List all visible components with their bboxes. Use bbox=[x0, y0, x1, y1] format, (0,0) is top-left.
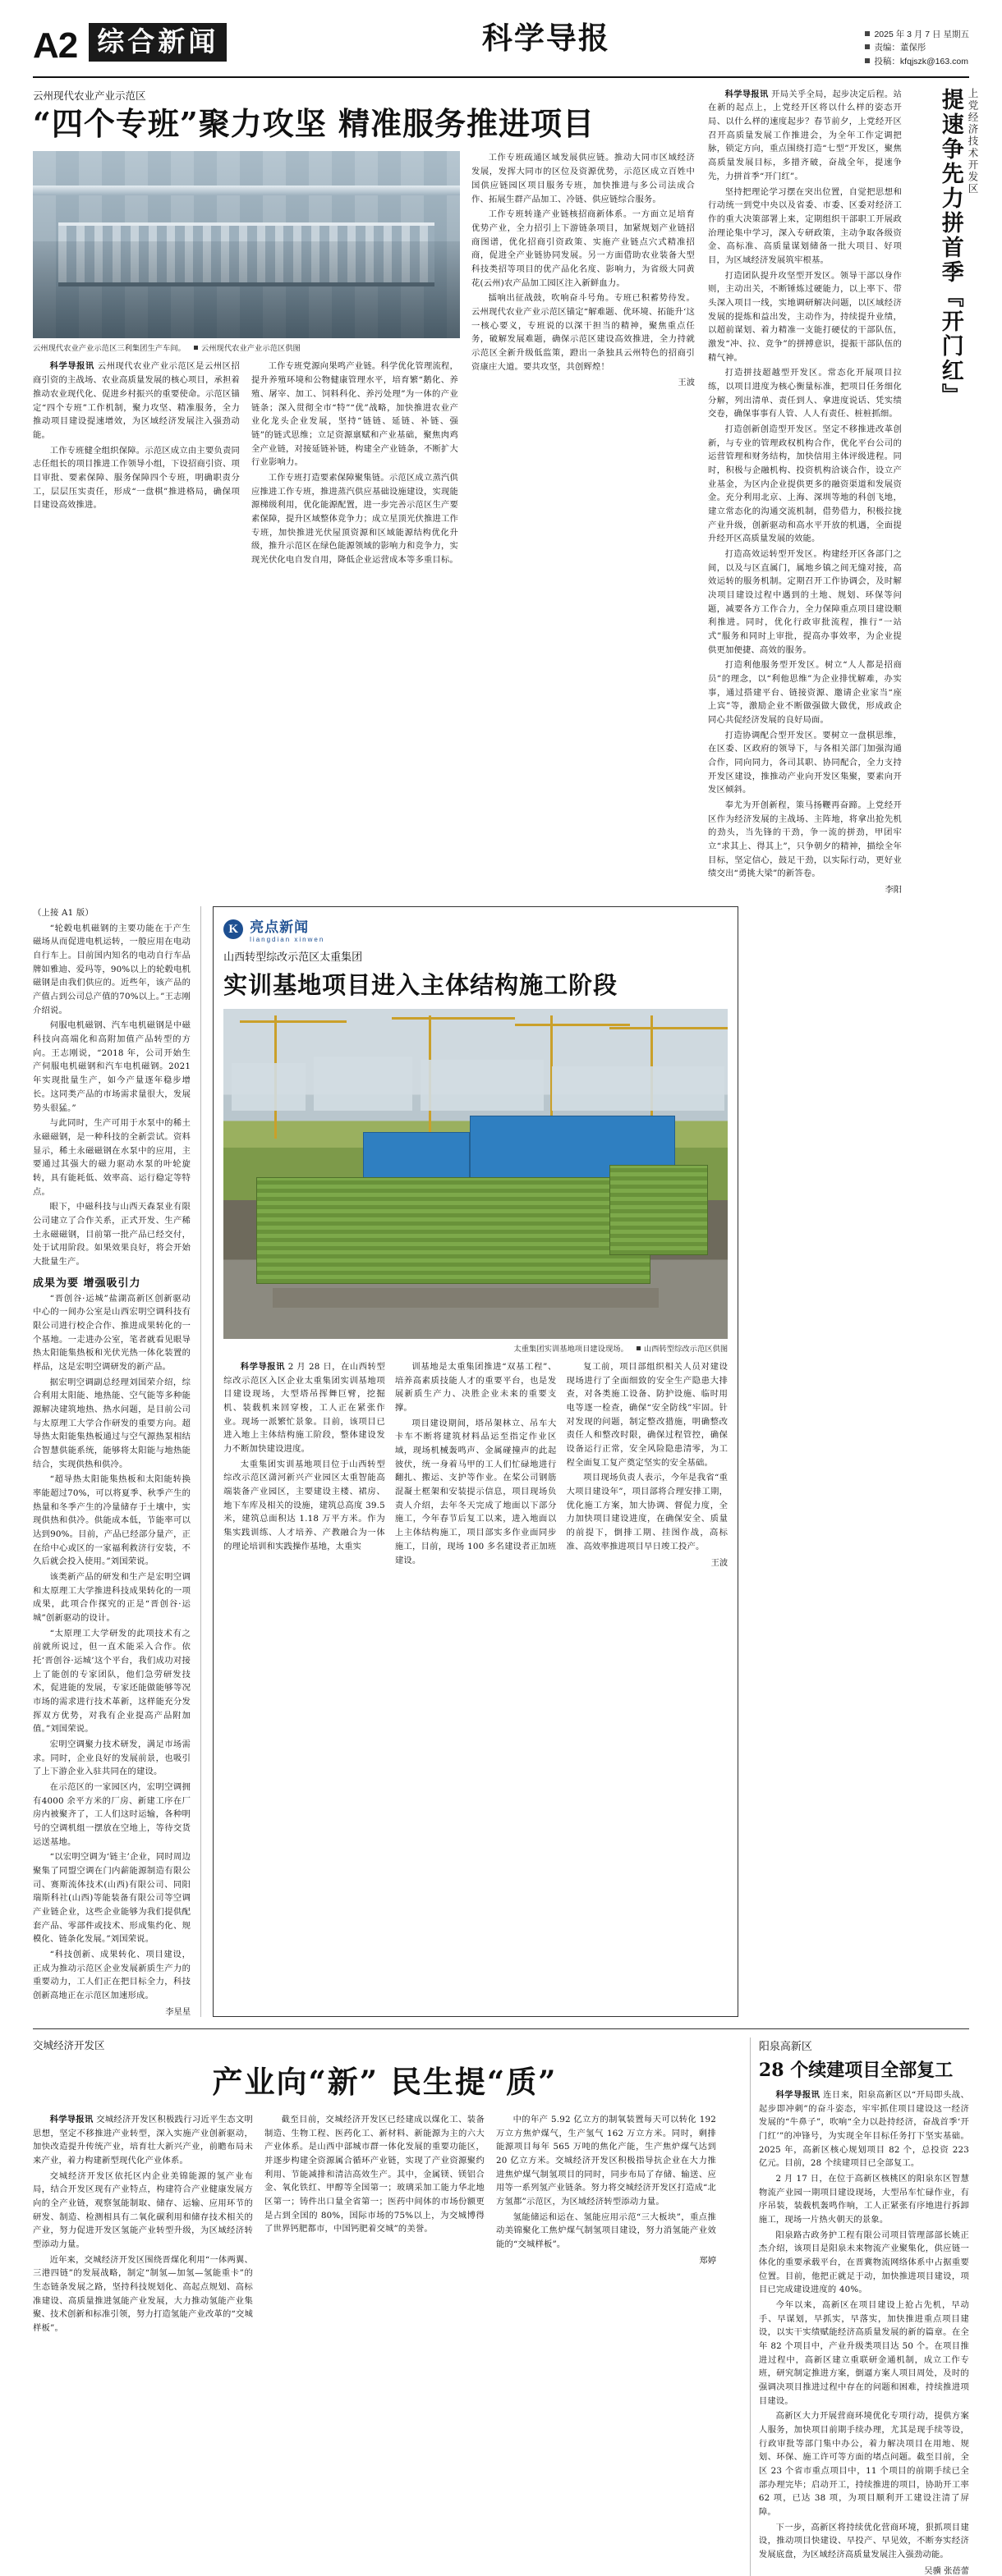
paragraph: 打造团队提升攻坚型开发区。领导干部以身作则，主动出关，不断锤炼过硬能力，以上率下、带头深入项目一线，实地调研解决问题，以区域经济发展的提炼和益出发，主动作为，持续提升业绩，以超前谋划、着力精准一支能打硬仗的干部队伍，激发“冲、拉、竞争”的拼搏意识，提振干部队伍的精气神。 bbox=[708, 270, 902, 363]
paragraph: 坚持把理论学习摆在突出位置，自觉把思想和行动统一到党中央以及省委、市委、区委对经济工作的重大决策部署上来，定期组织干部职工开展政治理论集中学习，深入专研政策，主动争取各级资金、高标准、高质量谋划储备一批大项目、好项目，为区域经济发展筑牢根基。 bbox=[708, 186, 902, 265]
lead-tag: 科学导报讯 bbox=[724, 89, 769, 99]
highlight-badge-label bbox=[250, 915, 324, 936]
paragraph bbox=[759, 2088, 969, 2170]
highlight-overline: 山西转型综改示范区太重集团 bbox=[223, 951, 363, 965]
top-story-photo-caption bbox=[33, 341, 460, 353]
paragraph: 伺服电机磁钢、汽车电机磁钢是中磁科技向高端化和高附加值产品转型的方向。王志刚说，“2018 年，公司开始生产伺服电机磁钢和汽车电机磁钢。2021 年实现批量生产，如今产量逐年稳步增长。这同类产品的市场需求量很大，发展势头很猛。” bbox=[33, 1020, 191, 1113]
highlight-photo-caption bbox=[223, 1342, 728, 1354]
byline: 李星星 bbox=[165, 2006, 191, 2017]
byline: 郑婷 bbox=[699, 2255, 716, 2266]
paragraph bbox=[33, 360, 240, 442]
masthead-meta bbox=[865, 28, 969, 68]
paragraph: 今年以来，高新区在项目建设上抢占先机，早动手、早谋划，早抓实，早落实，加快推进重点项目建设，以实干实绩赋能经济高质量发展的新的篇章。在全年 82 个项目中，产业升级类项目达 50 个。在项目推进过程中，高新区建立重联研金通机制，成立工作专班，研究制定推进方案，倒逼方案人项目周处，及时的强调决项目推进过程中存在的问题和困难，持续推进项目建设。 bbox=[758, 2299, 969, 2406]
paragraph-text: 云州现代农业产业示范区是云州区招商引资的主战场、农业高质量发展的核心项目，承担着推动农业现代化、促进乡村振兴的重要使命。示范区锚定“四个专班”工作机制，聚力攻坚、精准服务，全力推动项目建设提速增效，为区域经济发展注入强劲动能。 bbox=[33, 361, 241, 440]
bottom-col-3 bbox=[496, 2113, 716, 2337]
paragraph: 中的年产 5.92 亿立方的制氧装置每天可以转化 192 万立方焦炉煤气，生产氢气 162 万立方米。同时，剩排能源项目每年 565 万吨的焦化产能，生产焦炉煤气达到 20 亿立方米。交城经济开发区积极指导抗企业在大力推进焦炉煤气制氢项目的同时，同步布局了存储、输送、应用等一系列氢产业链条。努力将交城经济开发区打造成“北方氢都”示范区，为区域经济转型添动力量。 bbox=[496, 2114, 716, 2207]
paragraph: 工作专班转逢产业链核招商新体系。一方面立足培育优势产业，全力招引上下游链条项目，加紧规划产业链招商图谱，优化招商引资政策、实施产业链点穴式精准招商，促进全产业链协同发展。另一方面借助农业装备大型科技类招等项目的优产品化名度、影响力，为省级大同黄花(云州)农产品加工园区注入新鲜血力。 bbox=[471, 209, 695, 288]
paragraph: 阳泉路古政务护工程有限公司项目管理部部长姚正杰介绍，该项目是阳泉未来物流产业聚集化，供应链一体化的重要承载平台，在晋冀物流网络体系中占据重要位置。目前，他把正就足于动，加快推进项目建设，项目已完成建设进度的 40%。 bbox=[758, 2230, 969, 2295]
highlight-badge-cn: 亮点新闻 bbox=[250, 919, 310, 937]
paragraph bbox=[223, 1360, 385, 1456]
bottom-side-headline: 28 个续建项目全部复工 bbox=[758, 2059, 954, 2081]
paper-title: 科学导报 bbox=[481, 20, 610, 56]
lead-tag: 科学导报讯 bbox=[775, 2089, 820, 2100]
paragraph: 项目建设期间，塔吊架林立、吊车大卡车不断将建筑材料品运至指定作业区域，现场机械轰鸣声、金属碰撞声的此起彼伏，统一身着马甲的工人们忙碌地进行翻扎、搬运、支护等作业。在桨公司钢筋混凝土框架和安装提示信息，项目现场负责人介绍，去年冬天完成了地面以下部分施工，今年春节后复工以来，进入地面以上主体结构施工，项目部实多作业面同步施工，目前，现场 100 多名建设者正加班建设。 bbox=[394, 1418, 557, 1565]
paragraph: 复工前，项目部组织相关人员对建设现场进行了全面细致的安全生产隐患大排查，对各类施工设备、防护设施、临时用电等逐一检查，确保“安全防线”牢固。针对发现的问题，制定整改措施，明确整改责任人和整改时限，确保过程管控，确保设备运行正常，安全风险隐患清零，为工程全面复工复产奠定坚实的安全基础。 bbox=[566, 1362, 729, 1468]
middle-section bbox=[33, 906, 969, 2017]
byline: 王波 bbox=[678, 378, 695, 388]
paragraph: 工作专班打造要素保障聚集链。示范区成立蒸汽供应推进工作专班，推进蒸汽供应基础设施建设，实现能源梯级利用，优化能源配置，进一步完善示范区生产要素保障，提升区域整体竞争力；成立星顶光伏推进工作专班，加快推进光伏屋顶资源和区域能源结构优化升级，推升示范区在绿色能源领域的影响力和竞争力，实现光伏化电自发自用，降低企业运营成本等多重目标。 bbox=[251, 472, 458, 565]
top-story-main bbox=[33, 88, 695, 895]
bottom-main-article bbox=[33, 2037, 737, 2576]
bottom-kicker: 交城经济开发区 bbox=[33, 2038, 105, 2051]
highlight-headline: 实训基地项目进入主体结构施工阶段 bbox=[223, 971, 618, 1000]
paragraph: “太原理工大学研发的此项技术有之前就所说过，但一直术能采入合作。依托‘晋创谷·运城’这个平台，我们成功对接上了能创的专家团队，他们急劳研发技术，促进能的发展，专家还能做能够等况市场的需求进行技术革新，这样能充分发挥双方优势，对我有企业提高产品附加值。”刘国荣说。 bbox=[33, 1628, 191, 1735]
paragraph: 眼下，中磁科技与山西天森泵业有限公司建立了合作关系，正式开发、生产稀土永磁磁钢，目前第一批产品已经交付，处于试用阶段。如果效果良好，将会开始大批量生产。 bbox=[33, 1202, 191, 1267]
paragraph: 工作专班健全组织保障。示范区成立由主要负责同志任组长的项目推进工作领导小组，下设招商引资、项目审批、要素保障、服务保障四个专班，明确职责分工，层层压实责任，形成“一盘棋”推进格局，确保项目建设高效推进。 bbox=[33, 445, 240, 511]
vertical-headline: 提速争先力拼首季『开门红』 bbox=[937, 87, 963, 408]
top-story-headline: “四个专班”聚力攻坚 精准服务推进项目 bbox=[33, 104, 595, 142]
paragraph: “科技创新、成果转化、项目建设，正成为推动示范区企业发展新质生产力的重要动力，工人们正在把目标全力，科技创新高地正在示范区加速形成。 bbox=[33, 1950, 191, 2001]
byline: 吴骥 张蓓蕾 bbox=[924, 2565, 969, 2576]
paragraph bbox=[708, 88, 902, 184]
top-story-kicker: 云州现代农业产业示范区 bbox=[33, 89, 146, 102]
continued-article bbox=[33, 906, 201, 2017]
paragraph: “以宏明空调为‘链主’企业，同时周边聚集了同盟空调在门内薪能源制造有限公司、赛斯流体技术(山西)有限公司、同阳瑞斯科社(山西)等能装备有限公司等空调产业链企业，这些企业能够为我们提供配套产品、零部件或技术、形成集约化、规模化、链条化发展。”刘国荣说。 bbox=[33, 1852, 191, 1945]
top-side-text bbox=[708, 88, 902, 895]
paragraph: 擂响出征战鼓，吹响奋斗号角。专班已积蓄势待发。云州现代农业产业示范区锚定“解难题、优环境、拓能升‘这一核心要义，专班说的以深干担当的精神，聚焦重点任务，破解发展难题，确保示范区建设高效推进，全力持就示范区全新升级低监策，蹬出一条独具云州特色的招商引资康庄大道。要共攻坚，共创辉煌！ bbox=[471, 293, 695, 372]
vertical-kicker: 上党经济技术开发区 bbox=[967, 87, 979, 195]
bottom-side-kicker: 阳泉高新区 bbox=[758, 2040, 812, 2053]
section-badge: 综合新闻 bbox=[89, 23, 227, 62]
caption-text-left: 太重集团实训基地项目建设现场。 bbox=[513, 1345, 628, 1354]
top-story-photo bbox=[33, 151, 460, 338]
paragraph-text: 交城经济开发区积极践行习近平生态文明思想，坚定不移推进产业转型，深入实施产业创新驱动，加快改造提升传统产业，培育壮大新兴产业，前瞻布局未来产业，着力构建新型现代化产业体系。 bbox=[33, 2114, 253, 2166]
paragraph: 下一步，高新区将持续优化营商环境，狠抓项目建设，推动项目快建设、早投产、早见效，不断夯实经济发展底盘，为区域经济高质量发展注入强劲动能。 bbox=[758, 2522, 969, 2560]
bottom-headline: 产业向“新” 民生提“质” bbox=[212, 2063, 558, 2100]
highlight-box bbox=[213, 906, 738, 2017]
highlight-col-3 bbox=[567, 1360, 729, 1569]
lead-tag: 科学导报讯 bbox=[49, 2114, 94, 2125]
top-story bbox=[33, 87, 979, 896]
caption-text-left: 云州现代农业产业示范区三利集团生产车间。 bbox=[33, 344, 186, 354]
highlight-col-2 bbox=[395, 1360, 557, 1569]
paragraph: 奉尤为开创新程，策马扬鞭再奋蹄。上党经开区作为经济发展的主战场、主阵地，将拿出抢先机的劲头，当先锋的干劲，争一流的拼劲，甲团牢立“求其上、得其上”，只争朝夕的精神，描绘全年目标，坚定信心，鼓足干劲，以实际行动，更好业绩交出“勇挑大梁”的新答卷。 bbox=[708, 800, 902, 879]
paragraph: 近年来，交城经济开发区围绕晋煤化利用“一体两翼、三港四链”的发展战略，制定“制氢—加氢—氢能重卡”的生态链条发展之路，坚持科技规划化、高起点规划、高标准建设、高质量推进氢能产业发展，大力推动氢能产业集聚、技术创新和标准引领，努力打造氢能产业改革的“交城样板”。 bbox=[33, 2254, 253, 2333]
bottom-col-2 bbox=[264, 2113, 485, 2337]
lead-tag: 科学导报讯 bbox=[240, 1362, 285, 1373]
caption-text-right: 云州现代农业产业示范区供图 bbox=[194, 341, 301, 353]
highlight-photo bbox=[223, 1009, 728, 1339]
highlight-columns bbox=[223, 1360, 728, 1569]
paragraph: 氢能储运和运在、氢能应用示范“三大板块”，重点推动美锦聚化工焦炉煤气制氢项目建设，努力消氢能产业效能的“交城样板”。 bbox=[496, 2212, 716, 2249]
bottom-side-article bbox=[750, 2037, 969, 2576]
paragraph-text: 开局关乎全局，起步决定后程。站在新的起点上，上党经开区将以什么样的姿态开局、以什么样的速度起步？春节前夕，上党经开区召开高质量发展工作推进会，为全年工作定调把脉，锁定方向，重点围绕打造“七型”开发区，聚焦高质量发展目标，多措齐破，奋战全年，提速争先，力拼首季“开门红”。 bbox=[708, 89, 902, 181]
lead-tag: 科学导报讯 bbox=[49, 361, 94, 372]
top-side-vertical-title bbox=[910, 88, 979, 895]
masthead-right bbox=[481, 20, 610, 56]
middle-right-placeholder bbox=[750, 906, 969, 2017]
paragraph: 工作专班疏通区域发展供应链。推动大同市区域经济发展，发挥大同市的区位及资源优势，示范区成立百姓中国供应链园区项目服务专班，加快推进与多公司法成合作、拓展生群产品加工、冷链、供应链综合服务。 bbox=[471, 153, 695, 204]
byline: 李阳 bbox=[885, 885, 902, 896]
paragraph: 交城经济开发区依托区内企业美锦能源的氢产业布局，结合开发区现有产业特点，构建符合产业健康发展方向的全产业链，观察氢能制取、储存、运输、应用环节的研发、制造、检测相具有二氧化碳利用和储存技术相关的产业，努力促进开发区氢能产业转型升级，为区域经济转型添动力量。 bbox=[33, 2170, 253, 2249]
issue-date: 2025 年 3 月 7 日 星期五 bbox=[865, 28, 969, 41]
highlight-badge-pinyin: liangdian xinwen bbox=[250, 936, 325, 944]
byline: 王波 bbox=[710, 1557, 729, 1568]
paragraph: 2 月 17 日，在位于高新区核桃区的阳泉东区智慧物流产业园一期项目建设现场，大型吊车忙碌作业，有序吊装，装载机轰鸣作响，工人正紧张有序地进行拆卸施工，现场一片热火朝天的景象。 bbox=[758, 2173, 969, 2225]
paragraph: 在示范区的一家园区内，宏明空调拥有4000 余平方米的厂房、新建工序在厂房内被聚齐了，工人们这时运输，各种明号的空调机组一摆放在空地上，等待交货运送基地。 bbox=[33, 1782, 191, 1847]
paragraph: 宏明空调聚力技术研发，满足市场需求。同时，企业良好的发展前景，也吸引了上下游企业入驻共同在的建设。 bbox=[33, 1739, 191, 1777]
paragraph: 该类新产品的研发和生产是宏明空调和太原理工大学推进科技成果转化的一项成果，此项合作探究的正是“晋创谷·运城”创新驱动的设计。 bbox=[33, 1572, 191, 1624]
top-side-story bbox=[708, 88, 979, 895]
paragraph: “轮毂电机磁钢的主要功能在于产生磁场从而促进电机运转，一般应用在电动自行车上。目前国内知名的电动自行车品牌如雅迪、爱玛等，90%以上的轮毂电机磁钢是由我们供应的。近些年，该产品的产值占到公司总产值的70%以上。”王志刚介绍说。 bbox=[33, 923, 191, 1015]
section-heading: 成果为要 增强吸引力 bbox=[33, 1277, 141, 1290]
caption-text-right: 山西转型综改示范区供图 bbox=[637, 1342, 728, 1354]
bottom-columns bbox=[33, 2113, 737, 2337]
highlight-col-1 bbox=[223, 1360, 385, 1569]
paragraph-text: 连日来，阳泉高新区以“开局即头战、起步即冲刺”的奋斗姿态，牢牢抓住项目建设这一经济发展的“牛鼻子”，吹响“全力以赴持经济，奋战首季‘开门红’”的冲锋号，为实现全年目标任务打下坚实基础。2025 年，高新区核心规划项目 82 个，总投资 223 亿元。目前，28 个续建项目已全部复工。 bbox=[758, 2089, 970, 2169]
bottom-section bbox=[33, 2028, 969, 2576]
paragraph-text: 2 月 28 日，在山西转型综改示范区入区企业太重集团实训基地项目建设现场，大型塔吊挥舞巨臂，挖掘机、装载机来回穿梭，工人正在紧张作业。现场一派繁忙景象。目前，该项目已进入地上主体结构施工阶段，整体建设发力不断加快建设进度。 bbox=[223, 1362, 385, 1455]
paragraph: 训基地是太重集团推进“双基工程”、培养高素质技能人才的重要平台，也是发展新质生产力、决胜企业未来的重要支撑。 bbox=[394, 1362, 557, 1414]
paragraph: 太重集团实训基地项目位于山西转型综改示范区潇河新兴产业园区太重智能高端装备产业园区，主要建设主楼、裙房、地下车库及相关的设施，建筑总高度 39.5 米，建筑总面积达 1.18 万平方米。作为集实践训练、人才培养、产教融合为一体的理论培训和实践操作基地，太重实 bbox=[223, 1459, 385, 1552]
paragraph: 项目现场负责人表示，今年是我省“重大项目建设年”，项目部将合理安排工期，优化施工方案，加大协调、督促力度，全力加快项目建设进度，在确保安全、质量的前提下，倒排工期、挂图作战，高标准、高效率推进项目早日竣工投产。 bbox=[566, 1473, 729, 1552]
masthead-left bbox=[33, 23, 227, 64]
highlight-badge bbox=[223, 915, 728, 943]
paragraph: 与此同时，生产可用于水泵中的稀土永磁磁钢，是一种科技的全新尝试。资料显示，稀土永磁磁钢在水泵中的应用，主要通过其强大的磁力驱动水泵的叶轮旋转，具有能耗低、效率高、运行稳定等特点。 bbox=[33, 1118, 191, 1197]
paragraph: 打造协调配合型开发区。要树立一盘棋思维，在区委、区政府的领导下，与各相关部门加强沟通合作，同向同力，各司其职、协同配合，全力支持开发区建设，推推动产业向开发区集聚，要素向开发区倾斜。 bbox=[708, 730, 902, 795]
paragraph: 打造拼技超越型开发区。常态化开展项目拉练，以项目进度为核心衡量标准，把项目任务细化分解，列出清单、责任到人、拿进度说话、凭实绩交卷，确保事事有人管、人人有责任、桩桩抓细。 bbox=[708, 368, 902, 419]
editor-line: 责编：董保彤 bbox=[865, 41, 969, 54]
paragraph: “超导热太阳能集热板和太阳能转换率能超过70%，可以将夏季、秋季产生的热量和冬季产生的冷量储存于土壤中，实现供热和供冷。供能成本低，节能率可以达到90%。目前，产品已经部分量产，正在给中心或区的一家福利救济行安装，不久后就会投入使用。”刘国荣说。 bbox=[33, 1474, 191, 1567]
paragraph: 据宏明空调副总经理刘国荣介绍，综合利用太阳能、地热能、空气能等多种能源解决建筑地热、热水问题，是目前公司与太原理工大学合作研发的重要方向。超导热太阳能集热板通过与空气源热泵相结合智慧供能系统，能够将太阳能与地热能结合，实现供热和供冷。 bbox=[33, 1377, 191, 1469]
paragraph: 打造高效运转型开发区。构建经开区各部门之间，以及与区直属门，属地乡镇之间无缝对接，高效运转的服务机制。定期召开工作协调会，及时解决项目建设过程中遇到的土地、规划、环保等问题，减要各方工作合力，全力保障重点项目建设顺利推进。同时，优化行政审批流程，推行“一站式”服务和同时上审批，提高办事效率，为企业提供更加便捷、高效的服务。 bbox=[708, 548, 902, 655]
submission-email[interactable]: 投稿：kfqjszk@163.com bbox=[865, 55, 969, 68]
paragraph: “晋创谷·运城”盐湖高新区创新驱动中心的一间办公室是山西宏明空调科技有限公司进行校企合作、推进成果转化的一个基地。一走进办公室，笔者就看见眼导热太阳能集热板和光伏光热一体化装置的样品，这是宏明空调研发的新产品。 bbox=[33, 1293, 191, 1372]
continued-note: （上接 A1 版） bbox=[33, 908, 94, 919]
paragraph: 高新区大力开展营商环境优化专项行动，提供方案人服务，加快项目前期手续办理，尤其是现手续等设，行政审批等部门集中办公，着力解决项目在用地、规划、环保、施工许可等方面的堵点问题。截至目前，全区 23 个省市重点项目中，11 个项目的前期手续已全部办理完毕；启动开工，持续推进的项目，协助开工率 62 项，已达 38 项，为项目顺利开工建设注清了屏障。 bbox=[758, 2411, 969, 2517]
paragraph: 截至目前，交城经济开发区已经建成以煤化工、装备制造、生物工程、医药化工、新材料、新能源为主的六大产业体系。是山西中部城市群一体化发展的重要功能区，并逐步构建全资源属合循环产业链，实现了产业资源聚约利用、节能减排和清洁高效生产。其中，金属镁、镁铝合金、氧化铁红、甲醇等全国第一；玻璃采加工能力华北地区第一；铸件出口量全省第一；医药中间体的市场份额更是占到全国的 80%，国际市场的75%以上，为交城博得了世界钙肥都市，中国钙肥着交城”的美誉。 bbox=[264, 2114, 485, 2235]
masthead bbox=[33, 20, 969, 78]
paragraph: 打造利他服务型开发区。树立“人人都是招商员”的理念，以“利他思维”为企业排忧解难，办实事，通过搭建平台、链接资源、邀请企业家当“座上宾”等，激励企业不断做强做大做优，形成政企同心共促经济发展的良好局面。 bbox=[708, 660, 902, 726]
bottom-col-1 bbox=[33, 2113, 253, 2337]
page-number: A2 bbox=[33, 25, 78, 66]
paragraph: 打造创新创造型开发区。坚定不移推进改革创新，与专业的管理政权机构合作，优化平台公司的运营管理和财务结构，加快信用主体评级进程。同时，积极与企融机构、投资机构洽谈合作，设立产业基金，为区内企业提供更多的融资渠道和发展资金。充分利用北京、上海、深圳等地的科创飞地，建立常态化的沟通交流机制，借势借力，积极拉拢产业升级，创新驱动和高水平开放的机遇，全面提升经开区高质量发展的效能。 bbox=[708, 424, 902, 544]
highlight-badge-icon: K bbox=[223, 919, 243, 939]
paragraph: 工作专班党源向果鸣产业链。科学优化管理流程，提升养殖环境和公物健康管理水平，培育繁“鹅化、养殖、屠宰、加工、饲料科化、养污处理”为一体的产业链条；深入贯彻全市“特”“优”战略，加快推进农业产业化龙头企业发展，坚持“链链、延链、补链、强链”的链式思维；立足资源禀赋和产业基础，聚焦肉鸡全产业链，对接延链补链，构建全产业链条，不断扩大行业影响力。 bbox=[251, 361, 458, 468]
paragraph bbox=[33, 2113, 253, 2168]
